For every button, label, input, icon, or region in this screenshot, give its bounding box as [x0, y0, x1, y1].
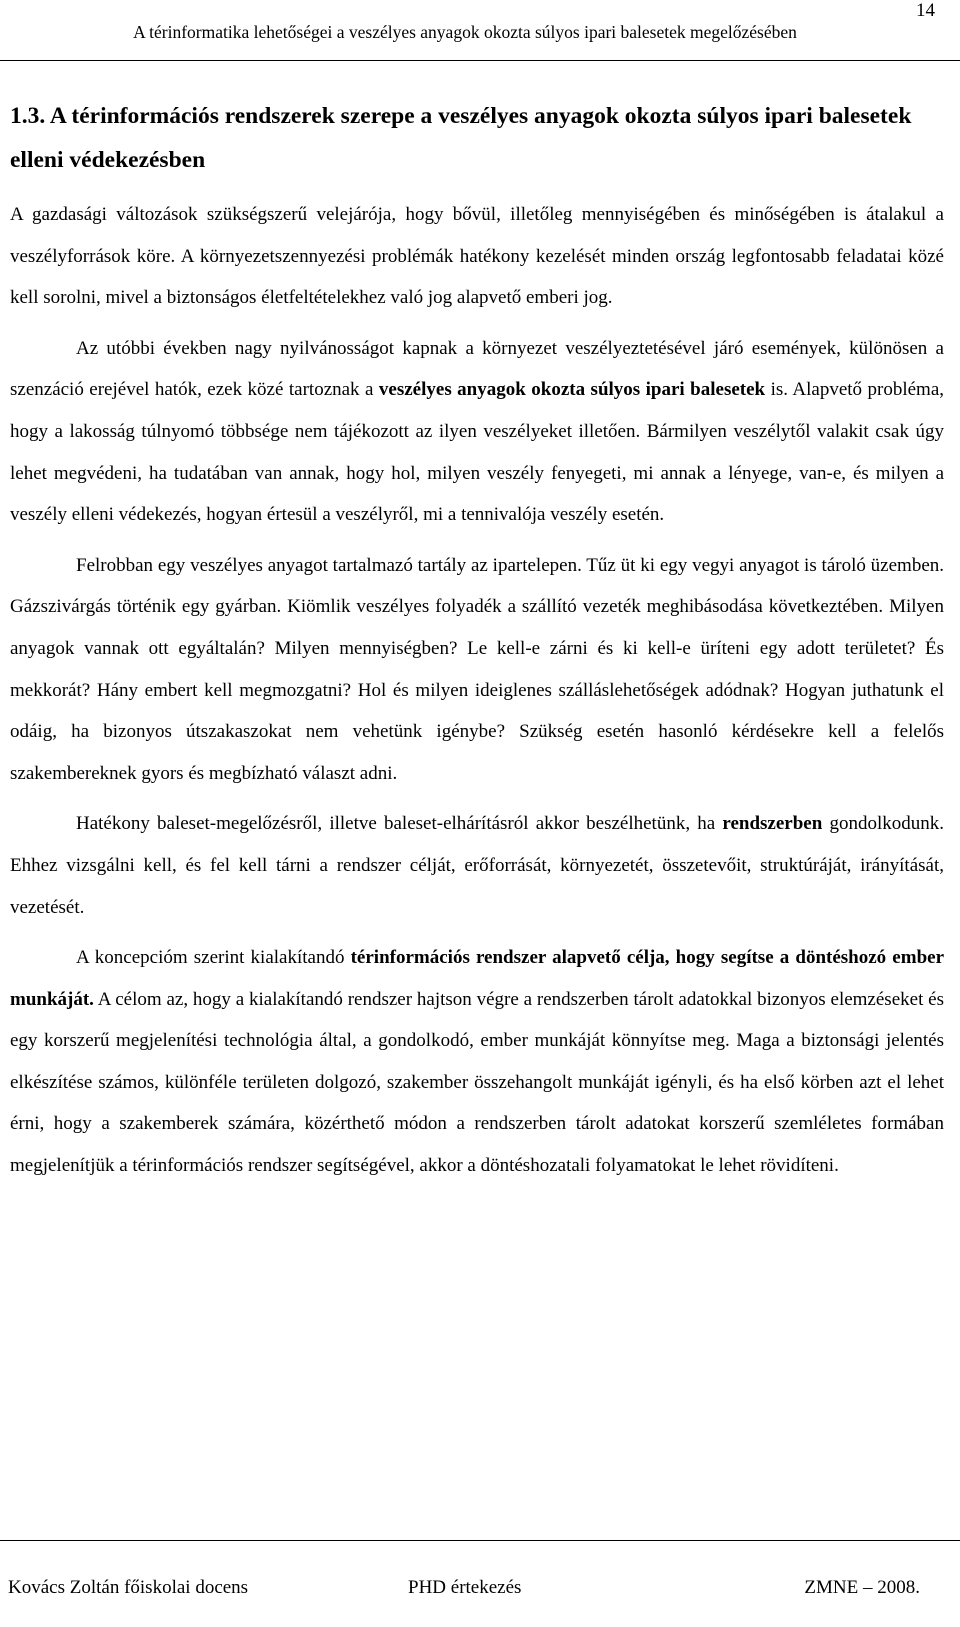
paragraph-2-text-a: Az utóbbi években nagy nyilvánosságot kapnak a környezet veszélyeztetésével járó események, különösen a szenzáció erejével hatók, ezek közé tartoznak a [10, 337, 944, 401]
footer-divider [0, 1540, 960, 1541]
section-heading: 1.3. A térinformációs rendszerek szerepe a veszélyes anyagok okozta súlyos ipari balesetek elleni védekezésben [10, 103, 912, 173]
footer-institution: ZMNE – 2008. [804, 1577, 920, 1598]
paragraph-5 [10, 937, 944, 1187]
page-number: 14 [916, 0, 935, 21]
paragraph-5-text-c: A célom az, hogy a kialakítandó rendszer hajtson végre a rendszerben tárolt adatokkal bizonyos elemzéseket és egy korszerű megjelenítési technológia által, a gondolkodó, ember munkáját könnyítse meg. Maga a biztonsági jelentés elkészítése számos, különféle területen dolgozó, szakember összehangolt munkáját igényli, és ha első körben azt el lehet érni, hogy a szakemberek számára, közérthető módon a rendszerben tárolt adatokat korszerű szemléletes formában megjelenítjük a térinformációs rendszer segítségével, akkor a döntéshozatali folyamatokat le lehet rövidíteni. [10, 988, 944, 1177]
paragraph-4-text-c: gondolkodunk. Ehhez vizsgálni kell, és fel kell tárni a rendszer célját, erőforrását, környezetét, összetevőit, struktúráját, irányítását, vezetését. [10, 813, 945, 918]
running-header: A térinformatika lehetőségei a veszélyes anyagok okozta súlyos ipari balesetek megelőzésében [133, 22, 797, 42]
paragraph-2-text-c: is. Alapvető probléma, hogy a lakosság túlnyomó többsége nem tájékozott az ilyen veszélyeket illetően. Bármilyen veszélytől valakit csak úgy lehet megvédeni, ha tudatában van annak, hogy hol, milyen veszély fenyegeti, mi annak a lényege, van-e, és milyen a veszély elleni védekezés, hogyan értesül a veszélyről, mi a tennivalója veszély esetén. [10, 379, 945, 526]
header-divider [0, 60, 960, 61]
body-text [10, 194, 944, 1187]
paragraph-2-bold: veszélyes anyagok okozta súlyos ipari balesetek [378, 379, 766, 401]
paragraph-1: A gazdasági változások szükségszerű velejárója, hogy bővül, illetőleg mennyiségében és minőségében is átalakul a veszélyforrások köre. A környezetszennyezési problémák hatékony kezelését minden ország legfontosabb feladatai közé kell sorolni, mivel a biztonságos életfeltételekhez való jog alapvető emberi jog. [10, 204, 944, 309]
paragraph-2 [10, 328, 944, 536]
paragraph-3: Felrobban egy veszélyes anyagot tartalmazó tartály az ipartelepen. Tűz üt ki egy vegyi anyagot is tároló üzemben. Gázszivárgás történik egy gyárban. Kiömlik veszélyes folyadék a szállító vezeték meghibásodása következtében. Milyen anyagok vannak ott egyáltalán? Milyen mennyiségben? Le kell-e zárni és ki kell-e üríteni egy adott területet? És mekkorát? Hány embert kell megmozgatni? Hol és milyen ideiglenes szálláslehetőségek adódnak? Hogyan juthatunk el odáig, ha bizonyos útszakaszokat nem vehetünk igénybe? Szükség esetén hasonló kérdésekre kell a felelős szakembereknek gyors és megbízható választ adni. [10, 554, 944, 784]
paragraph-5-text-a: A koncepcióm szerint kialakítandó [76, 947, 351, 969]
paragraph-4-bold: rendszerben [722, 813, 823, 835]
paragraph-4-text-a: Hatékony baleset-megelőzésről, illetve baleset-elhárításról akkor beszélhetünk, ha [76, 813, 723, 835]
paragraph-5-bold: térinformációs rendszer alapvető célja, hogy segítse a döntéshozó ember munkáját. [10, 947, 944, 1010]
footer-document-type: PHD értekezés [408, 1577, 522, 1598]
paragraph-4 [10, 803, 944, 928]
footer-author: Kovács Zoltán főiskolai docens [8, 1577, 249, 1598]
